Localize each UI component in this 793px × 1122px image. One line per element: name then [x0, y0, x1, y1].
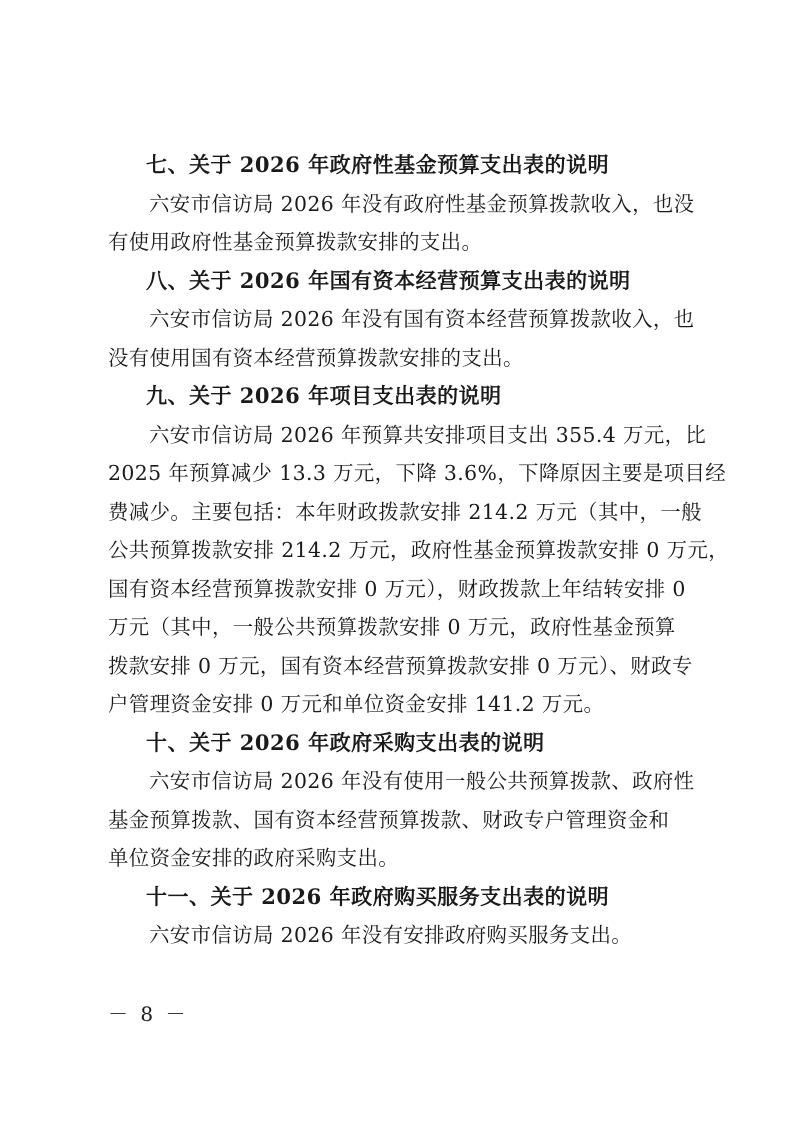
paragraph-line: 没有使用国有资本经营预算拨款安排的支出。	[108, 345, 524, 370]
section-paragraph-7	[108, 185, 695, 262]
paragraph-line: 万元（其中，一般公共预算拨款安排 0 万元，政府性基金预算	[108, 615, 676, 639]
paragraph-line: 单位资金安排的政府采购支出。	[108, 846, 400, 870]
section-paragraph-10	[108, 762, 695, 878]
paragraph-line: 基金预算拨款、国有资本经营预算拨款、财政专户管理资金和	[108, 807, 670, 832]
paragraph-line: 六安市信访局 2026 年没有国有资本经营预算拨款收入，也	[149, 307, 695, 331]
paragraph-line: 有使用政府性基金预算拨款安排的支出。	[108, 230, 483, 254]
paragraph-line: 户管理资金安排 0 万元和单位资金安排 141.2 万元。	[108, 692, 605, 716]
paragraph-line: 六安市信访局 2026 年预算共安排项目支出 355.4 万元，比	[149, 422, 707, 447]
paragraph-line: 拨款安排 0 万元，国有资本经营预算拨款安排 0 万元）、财政专	[108, 653, 693, 678]
paragraph-line: 2025 年预算减少 13.3 万元，下降 3.6%，下降原因主要是项目经	[108, 461, 727, 485]
paragraph-line: 公共预算拨款安排 214.2 万元，政府性基金预算拨款安排 0 万元，	[108, 538, 730, 562]
paragraph-line: 六安市信访局 2026 年没有安排政府购买服务支出。	[149, 923, 633, 947]
section-heading-9: 九、关于 2026 年项目支出表的说明	[146, 383, 502, 408]
section-heading-8: 八、关于 2026 年国有资本经营预算支出表的说明	[146, 267, 631, 293]
paragraph-line: 六安市信访局 2026 年没有使用一般公共预算拨款、政府性	[149, 769, 695, 793]
paragraph-line: 六安市信访局 2026 年没有政府性基金预算拨款收入，也没	[149, 191, 695, 216]
section-paragraph-8	[108, 300, 695, 377]
section-heading-7: 七、关于 2026 年政府性基金预算支出表的说明	[146, 152, 610, 177]
page-number: － 8 －	[108, 1002, 189, 1026]
document-body	[108, 146, 730, 955]
section-paragraph-11	[108, 916, 688, 955]
section-heading-11: 十一、关于 2026 年政府购买服务支出表的说明	[146, 883, 610, 909]
paragraph-line: 费减少。主要包括：本年财政拨款安排 214.2 万元（其中，一般	[108, 499, 702, 524]
section-paragraph-9	[108, 416, 730, 724]
section-heading-10: 十、关于 2026 年政府采购支出表的说明	[146, 729, 545, 755]
paragraph-line: 国有资本经营预算拨款安排 0 万元），财政拨款上年结转安排 0	[108, 576, 686, 601]
